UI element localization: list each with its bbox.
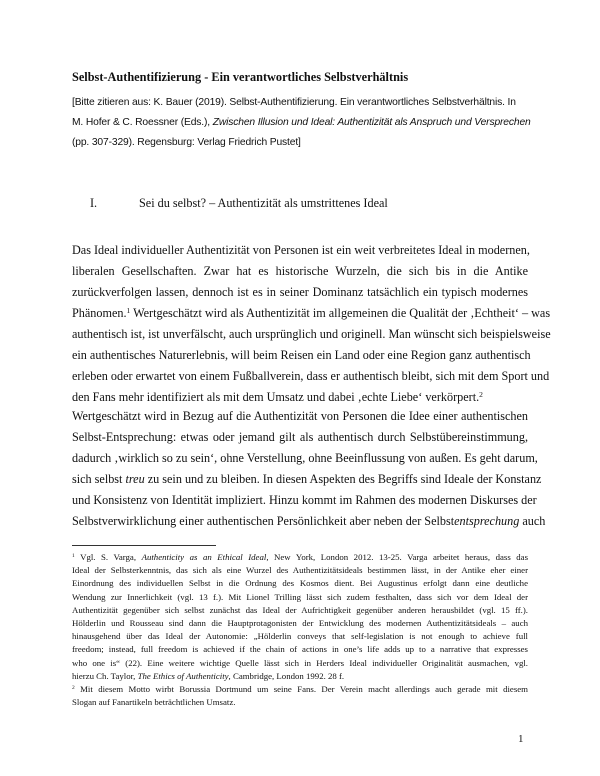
footnote-line: Authentizität gegenüber sich selbst zunächst das Ideal der Aufrichtigkeit gegenüber anderen herausbildet (vgl. 15 ff.). — [72, 604, 528, 615]
footnote-ref[interactable]: 1 — [126, 305, 131, 315]
emphasis-text: entsprechung — [454, 514, 520, 528]
section-number: I. — [90, 196, 98, 210]
footnote-text: hierzu Ch. Taylor, — [72, 670, 138, 681]
citation-block — [72, 93, 530, 153]
footnote-line: Slogan auf Fanartikeln beträchtlichen Umsatz. — [72, 697, 236, 708]
footnote-text: , New York, London 2012. 13-25. Varga arbeitet heraus, dass das — [266, 552, 528, 562]
paragraph-line: und Konsistenz von Identität impliziert. Hinzu kommt im Rahmen des modernen Diskurses der — [72, 493, 537, 507]
paragraph-line: Das Ideal individueller Authentizität von Personen ist ein weit verbreitetes Ideal in modernen, — [72, 243, 530, 257]
citation-line: (pp. 307-329). Regensburg: Verlag Friedrich Pustet] — [72, 137, 301, 148]
document-title: Selbst-Authentifizierung - Ein verantwortliches Selbstverhältnis — [72, 70, 409, 84]
footnote-text: Vgl. S. Varga, — [74, 552, 142, 562]
footnote-line: hinausgehend über das Ideal der Autonomie: „Hölderlin conveys that self-legislation is not enough to achieve full — [72, 631, 528, 642]
footnote-text: Mit diesem Motto wirbt Borussia Dortmund um seine Fans. Der Verein macht allerdings auch gerade mit diesem — [74, 683, 528, 694]
paragraph-line: Wertgeschätzt wird in Bezug auf die Authentizität von Personen die Idee einer authentischen — [72, 409, 528, 423]
footnote-line: Wendung zur Innerlichkeit (vgl. 13 f.). Mit Lionel Trilling lässt sich zudem festhalten, dass sich vor dem Ideal der — [72, 591, 528, 602]
emphasis-text: treu — [125, 472, 145, 486]
footnote-line: freedom; instead, full freedom is achieved if the chain of actions in one’s life adds up to a narrative that expresses — [72, 644, 528, 655]
paragraph-line: Selbst-Entsprechung: etwas oder jemand gilt als authentisch durch Selbstübereinstimmung, — [72, 430, 528, 444]
paragraph-line: authentisch ist, ist unverfälscht, auch ursprünglich und originell. Man wünscht sich beispielsweise — [72, 327, 551, 341]
paragraph-line: liberalen Gesellschaften. Zwar hat es historische Wurzeln, die sich bis in die Antike — [72, 264, 528, 278]
citation-line — [72, 113, 530, 133]
footnote-number: 1 — [72, 553, 75, 559]
paragraph-text: auch — [519, 514, 546, 528]
paragraph-text: sich selbst — [72, 472, 126, 486]
footnote-line — [72, 670, 528, 683]
footnote-book-title: Authenticity as an Ethical Ideal — [141, 552, 267, 562]
body-paragraph — [72, 406, 546, 532]
footnote-number: 2 — [72, 684, 75, 691]
section-heading — [90, 196, 388, 211]
paragraph-text: zu sein und zu bleiben. In diesen Aspekten des Begriffs sind Ideale der Konstanz — [144, 472, 542, 486]
footnote-line — [72, 683, 528, 696]
paragraph-line — [72, 469, 542, 490]
section-title: Sei du selbst? – Authentizität als umstrittenes Ideal — [139, 196, 388, 210]
citation-line: [Bitte zitieren aus: K. Bauer (2019). Selbst-Authentifizierung. Ein verantwortliches Selbstverhältnis. In — [72, 97, 516, 108]
footnote-divider — [72, 545, 216, 546]
body-paragraph — [72, 240, 551, 408]
citation-book-title: Zwischen Illusion und Ideal: Authentizität als Anspruch und Versprechen — [212, 117, 531, 128]
footnote-book-title: The Ethics of Authenticity — [137, 670, 229, 681]
paragraph-text: Selbstverwirklichung einer authentischen Persönlichkeit aber neben der Selbst — [72, 514, 455, 528]
paragraph-line: dadurch ‚wirklich so zu sein‘, ohne Verstellung, ohne Beeinflussung von außen. Es geht darum, — [72, 451, 538, 465]
paragraph-text: Phänomen. — [72, 306, 127, 320]
paragraph-line — [72, 303, 551, 324]
footnote-ref[interactable]: 2 — [479, 389, 483, 399]
paragraph-line — [72, 511, 546, 532]
paragraph-line — [72, 387, 528, 408]
paragraph-line: erleben oder erwartet von einem Fußballverein, dass er authentisch bleibt, sich mit dem Sport und — [72, 369, 550, 383]
paragraph-line: zurückverfolgen lassen, dennoch ist es in seiner Dominanz tatsächlich ein typisch modernes — [72, 285, 528, 299]
paragraph-text: den Fans mehr identifiziert als mit dem Umsatz und dabei ‚echte Liebe‘ verkörpert. — [72, 390, 480, 404]
citation-text: M. Hofer & C. Roessner (Eds.), — [72, 117, 213, 128]
paragraph-line: ein authentisches Naturerlebnis, will beim Reisen ein Land oder eine Region ganz authentisch — [72, 348, 531, 362]
footnotes — [72, 551, 528, 709]
footnote-line: Ideal der Selbsterkenntnis, das sich als eine Wurzel des Authentizitätsideals bestimmen lässt, in der Antike eher einer — [72, 565, 528, 576]
footnote-line: Hölderlin und Rousseau sind dann die Hauptprotagonisten der Entwicklung des modernen Authentizitätsideals – auch — [72, 617, 528, 628]
footnote-line: who one is“ (22). Eine weitere wichtige Quelle lässt sich in Herders Ideal individueller Originalität ausmachen, vgl. — [72, 657, 528, 668]
page-number: 1 — [518, 733, 524, 745]
footnote-text: , Cambridge, London 1992. 28 f. — [228, 670, 345, 681]
footnote-line: Einordnung des individuellen Selbst in die Ordnung des Kosmos dient. Bei Augustinus erfolgt dann eine deutliche — [72, 578, 528, 589]
paragraph-text: Wertgeschätzt wird als Authentizität im allgemeinen die Qualität der ‚Echtheit‘ – was — [130, 306, 551, 320]
footnote-line — [72, 551, 528, 564]
